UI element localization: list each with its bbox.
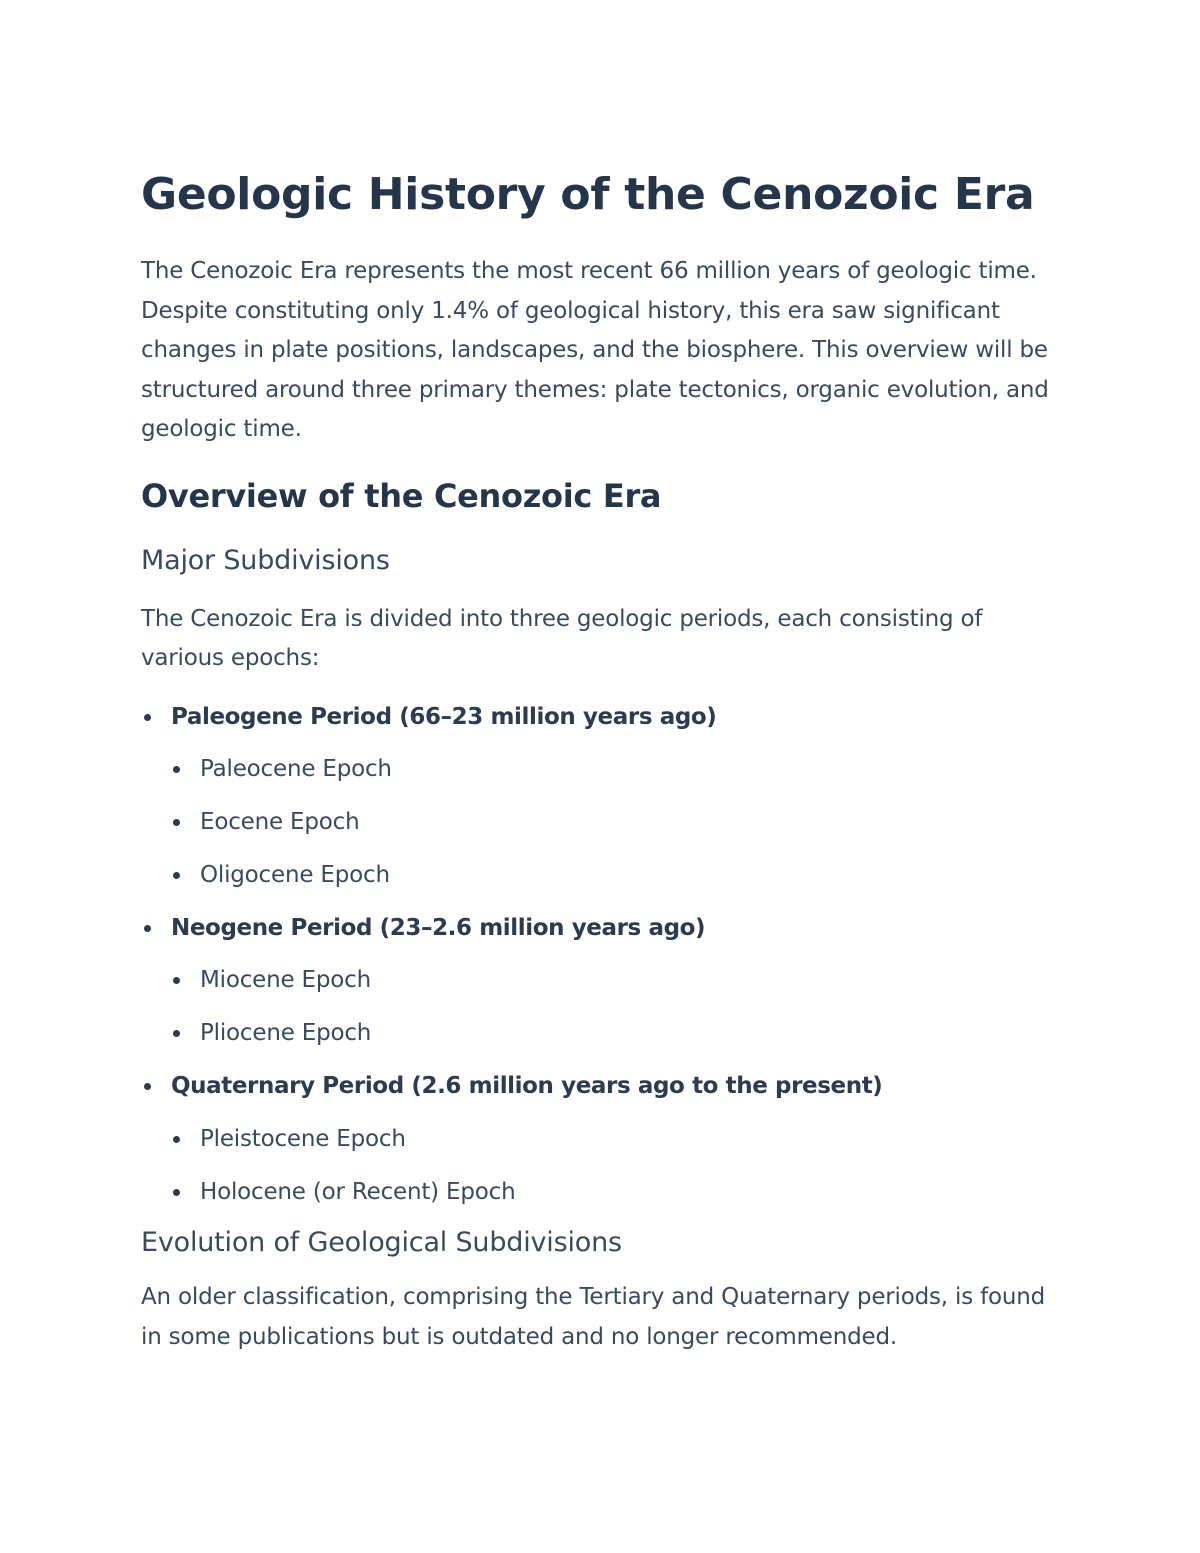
period-neogene <box>141 902 1061 955</box>
bullet-icon <box>173 872 180 879</box>
bullet-icon <box>173 819 180 826</box>
epoch-label-text: Oligocene Epoch <box>200 861 390 888</box>
bullet-icon <box>173 1189 180 1196</box>
epoch-label-text: Holocene (or Recent) Epoch <box>200 1178 516 1205</box>
epoch-item <box>141 743 1061 796</box>
period-label-text: Quaternary Period (2.6 million years ago to the present) <box>171 1073 883 1100</box>
epoch-label-text: Eocene Epoch <box>200 809 360 836</box>
period-item <box>141 691 1061 902</box>
epochs-list <box>141 743 1061 901</box>
epoch-label-text: Pleistocene Epoch <box>200 1125 406 1152</box>
bullet-icon <box>144 925 151 932</box>
period-item <box>141 1060 1061 1218</box>
epoch-label-text: Miocene Epoch <box>200 967 371 994</box>
bullet-icon <box>173 766 180 773</box>
page-title: Geologic History of the Cenozoic Era <box>141 169 1035 220</box>
epoch-label-text: Paleocene Epoch <box>200 756 392 783</box>
epoch-item <box>141 954 1061 1007</box>
bullet-icon <box>144 714 151 721</box>
document-page <box>141 168 1061 1357</box>
epochs-list <box>141 1113 1061 1219</box>
bullet-icon <box>173 1030 180 1037</box>
epoch-item <box>141 1113 1061 1166</box>
period-quaternary <box>141 1060 1061 1113</box>
epoch-item <box>141 849 1061 902</box>
period-label-text: Paleogene Period (66–23 million years ago) <box>171 703 717 730</box>
intro-paragraph: The Cenozoic Era represents the most recent 66 million years of geologic time. Despite constituting only 1.4% of geological history, this era saw significant changes in plate positions, landscapes, and the biosphere. This overview will be structured around three primary themes: plate tectonics, organic evolution, and geologic time. <box>141 258 1049 442</box>
epoch-item <box>141 1166 1061 1219</box>
period-paleogene <box>141 691 1061 744</box>
epochs-list <box>141 954 1061 1060</box>
subdivisions-paragraph: The Cenozoic Era is divided into three geologic periods, each consisting of various epochs: <box>141 605 983 671</box>
periods-list <box>141 691 1061 1219</box>
major-subdivisions-heading: Major Subdivisions <box>141 544 390 576</box>
period-item <box>141 902 1061 1060</box>
overview-heading: Overview of the Cenozoic Era <box>141 476 662 515</box>
period-label-text: Neogene Period (23–2.6 million years ago) <box>171 914 706 941</box>
evolution-paragraph: An older classification, comprising the Tertiary and Quaternary periods, is found in some publications but is outdated and no longer recommended. <box>141 1284 1046 1350</box>
epoch-label-text: Pliocene Epoch <box>200 1020 372 1047</box>
epoch-item <box>141 1007 1061 1060</box>
bullet-icon <box>144 1083 151 1090</box>
bullet-icon <box>173 977 180 984</box>
evolution-heading: Evolution of Geological Subdivisions <box>141 1227 622 1259</box>
epoch-item <box>141 796 1061 849</box>
bullet-icon <box>173 1136 180 1143</box>
